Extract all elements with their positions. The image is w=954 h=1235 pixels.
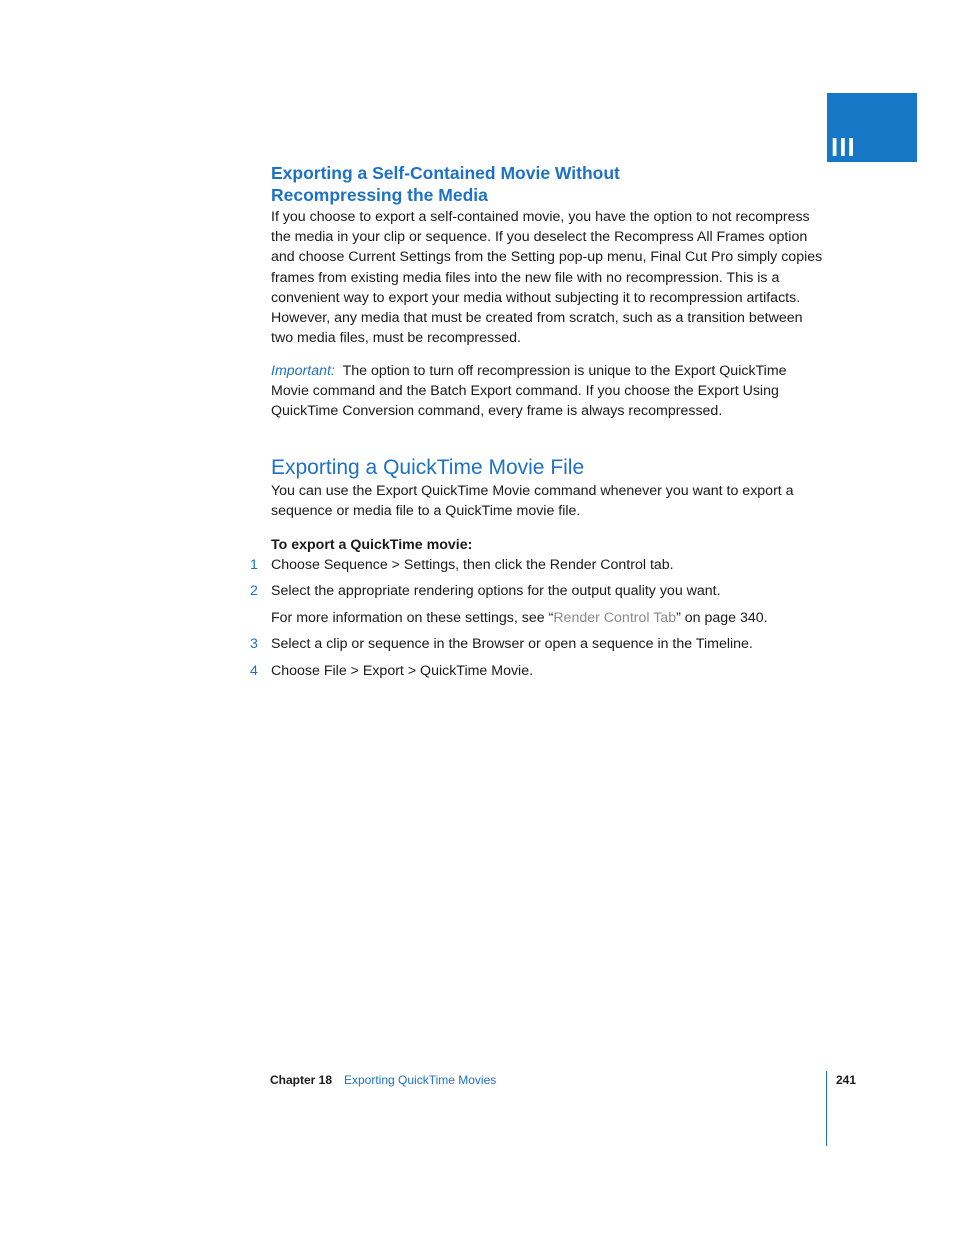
section-heading-line2: Recompressing the Media bbox=[271, 185, 488, 205]
step-number: 3 bbox=[250, 636, 258, 652]
step-number: 2 bbox=[250, 583, 258, 599]
important-note bbox=[271, 361, 823, 422]
footer-chapter: Chapter 18 bbox=[270, 1073, 333, 1087]
page-number: 241 bbox=[836, 1073, 857, 1087]
important-label: Important: bbox=[271, 363, 335, 379]
step-3 bbox=[250, 634, 830, 654]
section-heading-export-movie: Exporting a QuickTime Movie File bbox=[271, 456, 585, 479]
footer-chapter-title: Exporting QuickTime Movies bbox=[344, 1073, 497, 1087]
step-number: 1 bbox=[250, 557, 258, 573]
task-heading: To export a QuickTime movie: bbox=[271, 537, 473, 553]
footer-divider bbox=[826, 1071, 827, 1146]
step-number: 4 bbox=[250, 663, 258, 679]
note-prefix: For more information on these settings, see “ bbox=[271, 610, 554, 626]
step-text: Select the appropriate rendering options for the output quality you want. bbox=[271, 583, 721, 599]
part-tab bbox=[827, 93, 917, 162]
part-tab-label: III bbox=[831, 132, 856, 162]
section-heading-self-contained bbox=[271, 162, 691, 206]
note-suffix: ” on page 340. bbox=[676, 610, 768, 626]
step-text: Select a clip or sequence in the Browser or open a sequence in the Timeline. bbox=[271, 636, 753, 652]
paragraph-self-contained: If you choose to export a self-contained movie, you have the option to not recompress the media in your clip or sequence. If you deselect the Recompress All Frames option and choose Current Settings from the Setting pop-up menu, Final Cut Pro simply copies frames from existing media files into the new file with no recompression. This is a convenient way to export your media without subjecting it to recompression artifacts. However, any media that must be created from scratch, such as a transition between two media files, must be recompressed. bbox=[271, 209, 823, 347]
step-2 bbox=[250, 581, 830, 601]
important-text: The option to turn off recompression is unique to the Export QuickTime Movie command and the Batch Export command. If you choose the Export Using QuickTime Conversion command, every frame is always recompressed. bbox=[271, 363, 787, 420]
step-text: Choose Sequence > Settings, then click the Render Control tab. bbox=[271, 557, 674, 573]
step-text: Choose File > Export > QuickTime Movie. bbox=[271, 663, 534, 679]
step-1 bbox=[250, 555, 830, 575]
render-control-tab-link[interactable]: Render Control Tab bbox=[553, 610, 677, 626]
paragraph-export-movie: You can use the Export QuickTime Movie command whenever you want to export a sequence or media file to a QuickTime movie file. bbox=[271, 483, 794, 520]
section-heading-line1: Exporting a Self-Contained Movie Without bbox=[271, 163, 620, 183]
step-4 bbox=[250, 661, 830, 681]
step-note bbox=[271, 608, 768, 628]
